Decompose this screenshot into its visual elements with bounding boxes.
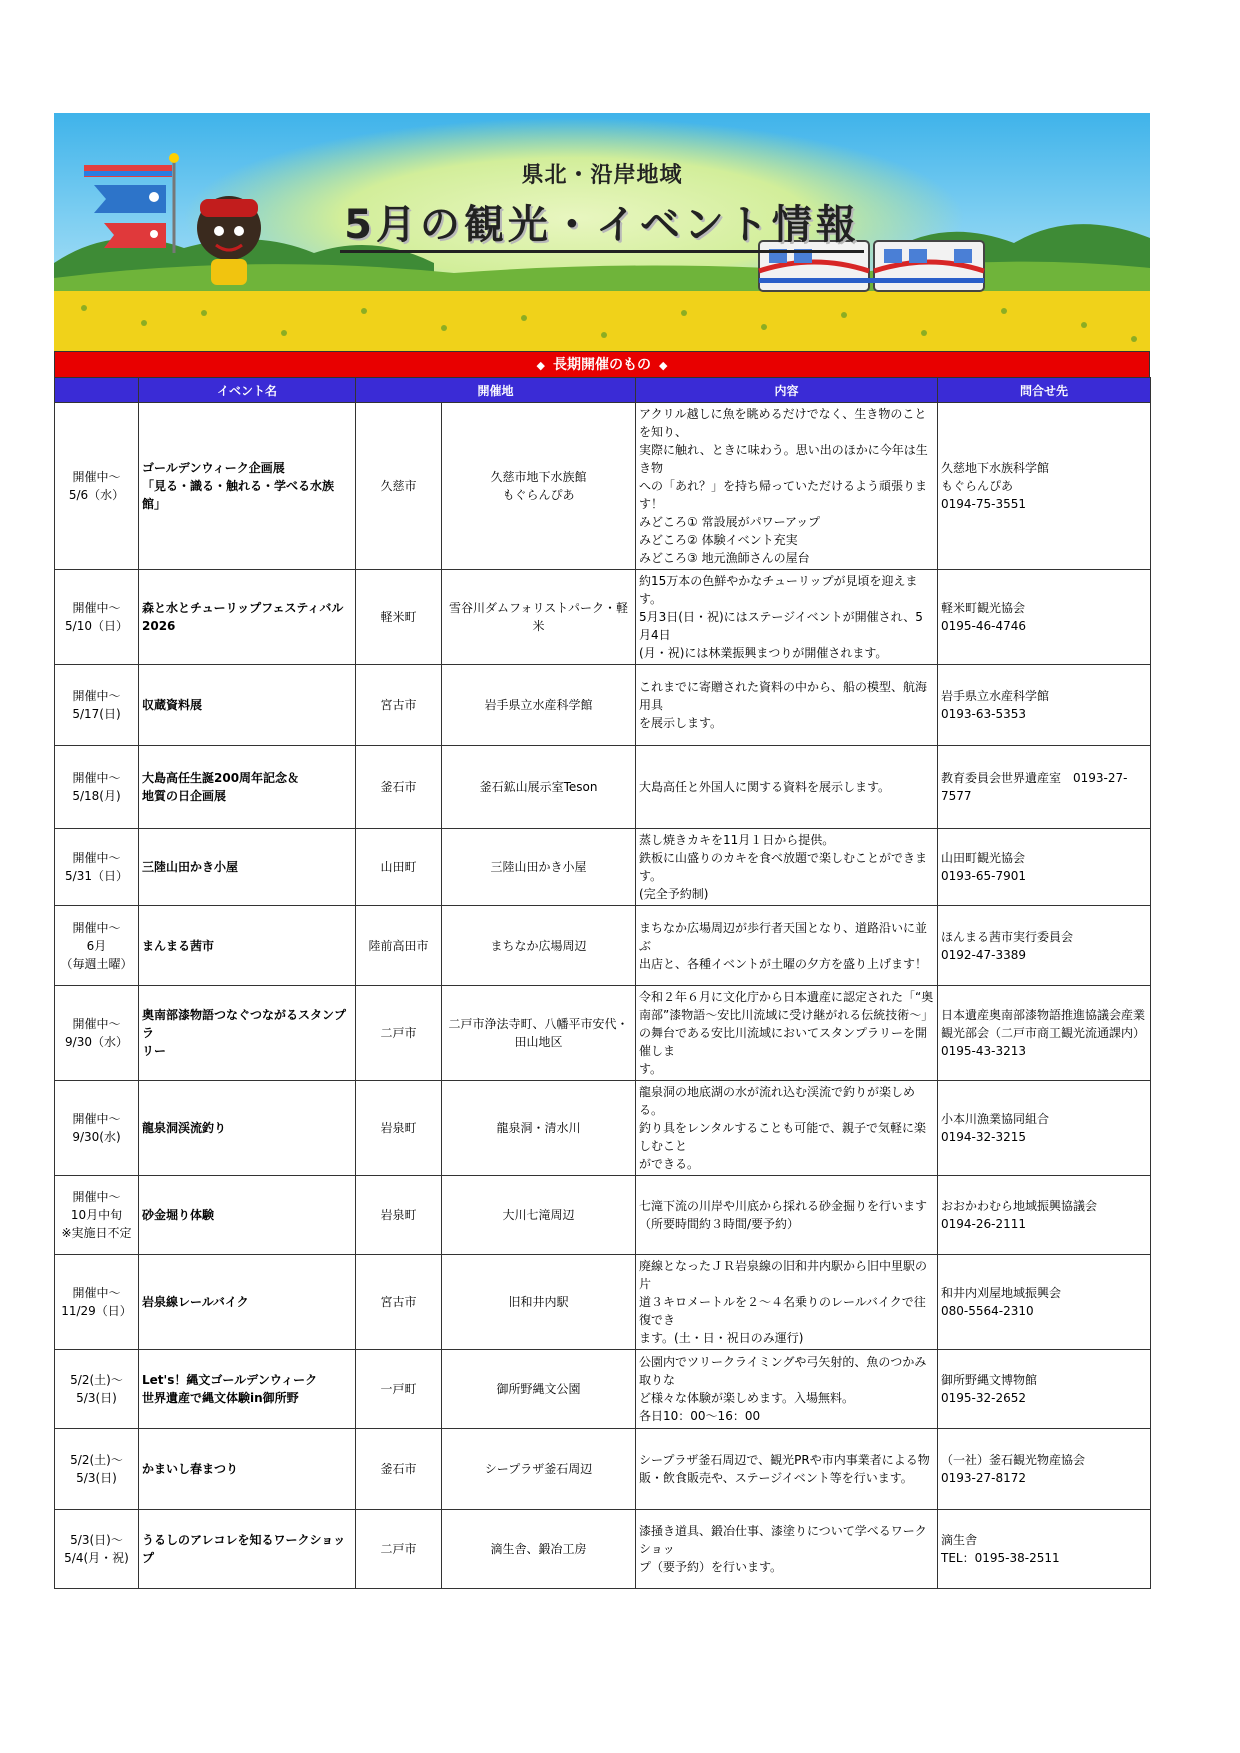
table-row — [55, 829, 1151, 906]
cell-contact — [938, 1350, 1151, 1429]
desc-line: (完全予約制) — [639, 887, 709, 901]
events-table — [54, 377, 1151, 1589]
table-row — [55, 1255, 1151, 1350]
desc-line: (月・祝)には林業振興まつりが開催されます。 — [639, 646, 888, 660]
desc-line: 大島高任と外国人に関する資料を展示します。 — [639, 780, 891, 794]
name-line: 大島高任生誕200周年記念＆ — [142, 771, 300, 785]
name-line: うるしのアレコレを知るワークショップ — [142, 1533, 346, 1565]
cell-date — [55, 1081, 139, 1176]
cell-city: 陸前高田市 — [356, 906, 442, 986]
venue-line: 大川七滝周辺 — [502, 1208, 575, 1222]
date-line: 5/31（日） — [65, 869, 128, 883]
header-date — [55, 378, 139, 403]
venue-line: 二戸市浄法寺町、八幡平市安代・ — [448, 1017, 629, 1031]
cell-city: 岩泉町 — [356, 1176, 442, 1255]
date-line: 開催中～ — [72, 1112, 121, 1126]
cell-contact — [938, 570, 1151, 665]
desc-line: 令和２年６月に文化庁から日本遺産に認定された「“奥 — [639, 990, 934, 1004]
date-line: 開催中～ — [72, 689, 121, 703]
cell-city: 岩泉町 — [356, 1081, 442, 1176]
cell-date — [55, 665, 139, 746]
date-line: 9/30(水) — [72, 1130, 121, 1144]
cell-date — [55, 986, 139, 1081]
desc-line: シープラザ釜石周辺で、観光PRや市内事業者による物 — [639, 1453, 930, 1467]
cell-venue — [442, 746, 636, 829]
cell-desc — [636, 986, 938, 1081]
contact-line: 0195-46-4746 — [941, 619, 1027, 633]
desc-line: 釣り具をレンタルすることも可能で、親子で気軽に楽しむこと — [639, 1121, 926, 1153]
contact-line: 山田町観光協会 — [941, 851, 1026, 865]
cell-name — [139, 570, 356, 665]
contact-line: 0194-75-3551 — [941, 497, 1027, 511]
contact-line: ほんまる茜市実行委員会 — [941, 929, 1074, 944]
cell-desc — [636, 1350, 938, 1429]
cell-contact — [938, 829, 1151, 906]
cell-date — [55, 570, 139, 665]
name-line: リー — [142, 1044, 167, 1058]
cell-venue — [442, 1429, 636, 1510]
cell-name — [139, 1081, 356, 1176]
date-line: 5/4(月・祝) — [64, 1551, 129, 1565]
desc-line: 蒸し焼きカキを11月１日から提供。 — [639, 833, 835, 847]
desc-line: 販・飲食販売や、ステージイベント等を行います。 — [639, 1471, 913, 1485]
table-row — [55, 1176, 1151, 1255]
contact-line: 滴生舎 — [941, 1533, 978, 1547]
cell-contact — [938, 1255, 1151, 1350]
table-row — [55, 1081, 1151, 1176]
contact-line: 和井内刈屋地域振興会 — [941, 1286, 1062, 1300]
date-line: 5/10（日） — [65, 619, 128, 633]
name-line: 奥南部漆物語つなぐつながるスタンプラ — [142, 1008, 347, 1040]
desc-line: アクリル越しに魚を眺めるだけでなく、生き物のことを知り、 — [639, 407, 927, 439]
date-line: 5/3(日) — [76, 1391, 117, 1405]
contact-line: おおかわむら地域振興協議会 — [941, 1199, 1098, 1213]
name-line: まんまる茜市 — [142, 938, 215, 953]
table-row — [55, 986, 1151, 1081]
cell-desc — [636, 665, 938, 746]
date-line: 5/3(日)～ — [70, 1533, 123, 1547]
cell-venue — [442, 1176, 636, 1255]
cell-venue — [442, 1350, 636, 1429]
contact-line: 0194-26-2111 — [941, 1217, 1027, 1231]
venue-line: もぐらんぴあ — [502, 488, 575, 502]
desc-line: 道３キロメートルを２～４名乗りのレールバイクで往復でき — [639, 1295, 926, 1327]
cell-venue — [442, 403, 636, 570]
date-line: 6月 — [86, 938, 107, 953]
name-line: 「見る・識る・触れる・学べる水族館」 — [142, 479, 335, 511]
cell-city: 宮古市 — [356, 665, 442, 746]
venue-line: 滴生舎、鍛冶工房 — [490, 1542, 587, 1556]
venue-line: 龍泉洞・清水川 — [496, 1121, 581, 1135]
date-line: 5/18(月) — [72, 789, 121, 803]
date-line: 5/2(土)～ — [70, 1373, 123, 1387]
cell-desc — [636, 829, 938, 906]
desc-line: 実際に触れ、ときに味わう。思い出のほかに今年は生き物 — [639, 443, 928, 475]
cell-date — [55, 906, 139, 986]
flower-field — [54, 291, 1150, 351]
desc-line: これまでに寄贈された資料の中から、船の模型、航海用具 — [639, 680, 928, 712]
desc-line: す。 — [639, 1062, 663, 1076]
cell-venue — [442, 1510, 636, 1589]
date-line: 開催中～ — [72, 771, 121, 785]
desc-line: 七滝下流の川岸や川底から採れる砂金掘りを行います — [639, 1199, 928, 1213]
venue-line: 久慈市地下水族館 — [490, 470, 587, 484]
contact-line: 軽米町観光協会 — [941, 601, 1026, 615]
header-event-name: イベント名 — [139, 378, 356, 403]
sheet — [54, 113, 1150, 1589]
name-line: 砂金堀り体験 — [142, 1208, 215, 1222]
cell-desc — [636, 906, 938, 986]
cell-city: 久慈市 — [356, 403, 442, 570]
cell-name — [139, 1255, 356, 1350]
table-row — [55, 1510, 1151, 1589]
table-row — [55, 906, 1151, 986]
cell-name — [139, 746, 356, 829]
cell-contact — [938, 1176, 1151, 1255]
desc-line: みどころ① 常設展がパワーアップ — [639, 515, 821, 529]
contact-line: 久慈地下水族科学館 — [941, 461, 1050, 475]
cell-name — [139, 1176, 356, 1255]
desc-line: ます。(土・日・祝日のみ運行) — [639, 1331, 804, 1345]
cell-city: 二戸市 — [356, 1510, 442, 1589]
name-line: 森と水とチューリップフェスティバル2026 — [142, 601, 344, 633]
cell-desc — [636, 1510, 938, 1589]
cell-city: 釜石市 — [356, 746, 442, 829]
date-line: ※実施日不定 — [61, 1226, 132, 1240]
date-line: 5/17(日) — [72, 707, 121, 721]
date-line: （毎週土曜） — [60, 956, 133, 971]
banner-title-text: 5月の観光・イベント情報 — [340, 202, 864, 253]
venue-line: 田山地区 — [514, 1035, 563, 1049]
cell-desc — [636, 1176, 938, 1255]
cell-city: 軽米町 — [356, 570, 442, 665]
contact-line: 0195-32-2652 — [941, 1391, 1027, 1405]
cell-name — [139, 986, 356, 1081]
venue-line: 岩手県立水産科学館 — [484, 698, 593, 712]
cell-contact — [938, 986, 1151, 1081]
cell-name — [139, 1429, 356, 1510]
cell-date — [55, 403, 139, 570]
contact-line: TEL：0195-38-2511 — [941, 1551, 1060, 1565]
name-line: ゴールデンウィーク企画展 — [142, 461, 285, 475]
diamond-icon: ◆ — [536, 359, 545, 372]
cell-name — [139, 829, 356, 906]
cell-date — [55, 1510, 139, 1589]
contact-line: 0193-65-7901 — [941, 869, 1027, 883]
desc-line: 公園内でツリークライミングや弓矢射的、魚のつかみ取りな — [639, 1355, 927, 1387]
cell-desc — [636, 746, 938, 829]
section-label: 長期開催のもの — [553, 357, 651, 373]
cell-contact — [938, 746, 1151, 829]
date-line: 開催中～ — [72, 1286, 121, 1300]
table-row — [55, 1350, 1151, 1429]
banner-title — [54, 193, 1150, 250]
name-line: 世界遺産で縄文体験in御所野 — [142, 1391, 299, 1405]
date-line: 開催中～ — [72, 920, 121, 935]
venue-line: 御所野縄文公園 — [496, 1382, 581, 1396]
cell-contact — [938, 1429, 1151, 1510]
cell-name — [139, 906, 356, 986]
desc-line: 鉄板に山盛りのカキを食べ放題で楽しむことができます。 — [639, 851, 928, 883]
cell-date — [55, 1255, 139, 1350]
date-line: 5/6（水） — [68, 488, 125, 502]
cell-venue — [442, 570, 636, 665]
name-line: 収蔵資料展 — [142, 698, 203, 712]
contact-line: 0193-27-8172 — [941, 1471, 1027, 1485]
cell-desc — [636, 403, 938, 570]
contact-line: 教育委員会世界遺産室 0193-27-7577 — [941, 771, 1128, 803]
contact-line: 日本遺産奥南部漆物語推進協議会産業 — [941, 1008, 1146, 1022]
cell-name — [139, 1510, 356, 1589]
cell-venue — [442, 1255, 636, 1350]
cell-name — [139, 665, 356, 746]
cell-date — [55, 1176, 139, 1255]
contact-line: 0194-32-3215 — [941, 1130, 1027, 1144]
table-row — [55, 1429, 1151, 1510]
date-line: 5/2(土)～ — [70, 1453, 123, 1467]
diamond-icon: ◆ — [659, 359, 668, 372]
cell-venue — [442, 1081, 636, 1176]
desc-line: ど様々な体験が楽しめます。入場無料。 — [639, 1391, 855, 1405]
cell-venue — [442, 986, 636, 1081]
contact-line: 080-5564-2310 — [941, 1304, 1034, 1318]
desc-line: 南部”漆物語～安比川流域に受け継がれる伝統技術～」 — [639, 1008, 934, 1022]
desc-line: 漆掻き道具、鍛冶仕事、漆塗りについて学べるワークショッ — [639, 1524, 927, 1556]
table-row — [55, 570, 1151, 665]
cell-city: 山田町 — [356, 829, 442, 906]
date-line: 開催中～ — [72, 851, 121, 865]
date-line: 開催中～ — [72, 1190, 121, 1204]
banner-subtitle: 県北・沿岸地域 — [521, 163, 683, 188]
venue-line: 三陸山田かき小屋 — [490, 860, 587, 874]
venue-line: 旧和井内駅 — [508, 1295, 569, 1309]
name-line: Let's！縄文ゴールデンウィーク — [142, 1373, 318, 1387]
date-line: 10月中旬 — [70, 1208, 123, 1222]
cell-name — [139, 403, 356, 570]
cell-desc — [636, 1429, 938, 1510]
cell-contact — [938, 1081, 1151, 1176]
date-line: 11/29（日） — [61, 1304, 132, 1318]
cell-contact — [938, 1510, 1151, 1589]
desc-line: への「あれ？」を持ち帰っていただけるよう頑張ります！ — [639, 479, 928, 511]
cell-date — [55, 829, 139, 906]
table-header-row — [55, 378, 1151, 403]
name-line: 岩泉線レールバイク — [142, 1295, 249, 1309]
cell-contact — [938, 665, 1151, 746]
contact-line: 御所野縄文博物館 — [941, 1373, 1038, 1387]
cell-desc — [636, 570, 938, 665]
name-line: 地質の日企画展 — [142, 789, 227, 803]
table-row — [55, 403, 1151, 570]
date-line: 開催中～ — [72, 470, 121, 484]
desc-line: 各日10：00～16：00 — [639, 1409, 761, 1423]
venue-line: 釜石鉱山展示室Teson — [479, 780, 598, 794]
contact-line: 0195-43-3213 — [941, 1044, 1027, 1058]
cell-date — [55, 746, 139, 829]
cell-desc — [636, 1081, 938, 1176]
cell-date — [55, 1350, 139, 1429]
desc-line: みどころ② 体験イベント充実 — [639, 533, 798, 547]
cell-contact — [938, 403, 1151, 570]
cell-date — [55, 1429, 139, 1510]
name-line: 三陸山田かき小屋 — [142, 860, 239, 874]
desc-line: 5月3日(日・祝)にはステージイベントが開催され、5月4日 — [639, 610, 923, 642]
cell-venue — [442, 665, 636, 746]
contact-line: 岩手県立水産科学館 — [941, 689, 1050, 703]
table-row — [55, 746, 1151, 829]
name-line: 龍泉洞渓流釣り — [142, 1121, 227, 1135]
banner — [54, 113, 1150, 351]
desc-line: （所要時間約３時間/要予約） — [639, 1217, 800, 1231]
header-content: 内容 — [636, 378, 938, 403]
desc-line: 龍泉洞の地底湖の水が流れ込む渓流で釣りが楽しめる。 — [639, 1085, 916, 1117]
desc-line: 廃線となったＪＲ岩泉線の旧和井内駅から旧中里駅の片 — [639, 1259, 928, 1291]
contact-line: 0193-63-5353 — [941, 707, 1027, 721]
cell-city: 釜石市 — [356, 1429, 442, 1510]
contact-line: もぐらんぴあ — [941, 479, 1014, 493]
header-venue: 開催地 — [356, 378, 636, 403]
desc-line: 出店と、各種イベントが土曜の夕方を盛り上げます！ — [639, 956, 928, 971]
section-bar — [54, 351, 1150, 377]
contact-line: （一社）釜石観光物産協会 — [941, 1453, 1086, 1467]
venue-line: 雪谷川ダムフォリストパーク・軽米 — [449, 601, 628, 633]
table-row — [55, 665, 1151, 746]
desc-line: 約15万本の色鮮やかなチューリップが見頃を迎えます。 — [639, 574, 918, 606]
cell-desc — [636, 1255, 938, 1350]
date-line: 9/30（水） — [65, 1035, 128, 1049]
desc-line: ができる。 — [639, 1157, 700, 1171]
cell-venue — [442, 906, 636, 986]
date-line: 5/3(日) — [76, 1471, 117, 1485]
desc-line: の舞台である安比川流域においてスタンプラリーを開催しま — [639, 1026, 928, 1058]
date-line: 開催中～ — [72, 601, 121, 615]
venue-line: まちなか広場周辺 — [490, 938, 587, 953]
name-line: かまいし春まつり — [142, 1462, 239, 1476]
cell-city: 一戸町 — [356, 1350, 442, 1429]
contact-line: 小本川漁業協同組合 — [941, 1112, 1050, 1126]
cell-city: 宮古市 — [356, 1255, 442, 1350]
cell-name — [139, 1350, 356, 1429]
venue-line: シープラザ釜石周辺 — [484, 1462, 593, 1476]
contact-line: 観光部会（二戸市商工観光流通課内） — [941, 1026, 1146, 1040]
desc-line: プ（要予約）を行います。 — [639, 1560, 783, 1574]
cell-contact — [938, 906, 1151, 986]
desc-line: を展示します。 — [639, 716, 723, 730]
table-body — [55, 403, 1151, 1589]
date-line: 開催中～ — [72, 1017, 121, 1031]
contact-line: 0192-47-3389 — [941, 947, 1027, 962]
desc-line: まちなか広場周辺が歩行者天国となり、道路沿いに並ぶ — [639, 920, 928, 953]
header-contact: 問合せ先 — [938, 378, 1151, 403]
cell-city: 二戸市 — [356, 986, 442, 1081]
desc-line: みどころ③ 地元漁師さんの屋台 — [639, 551, 810, 565]
cell-venue — [442, 829, 636, 906]
